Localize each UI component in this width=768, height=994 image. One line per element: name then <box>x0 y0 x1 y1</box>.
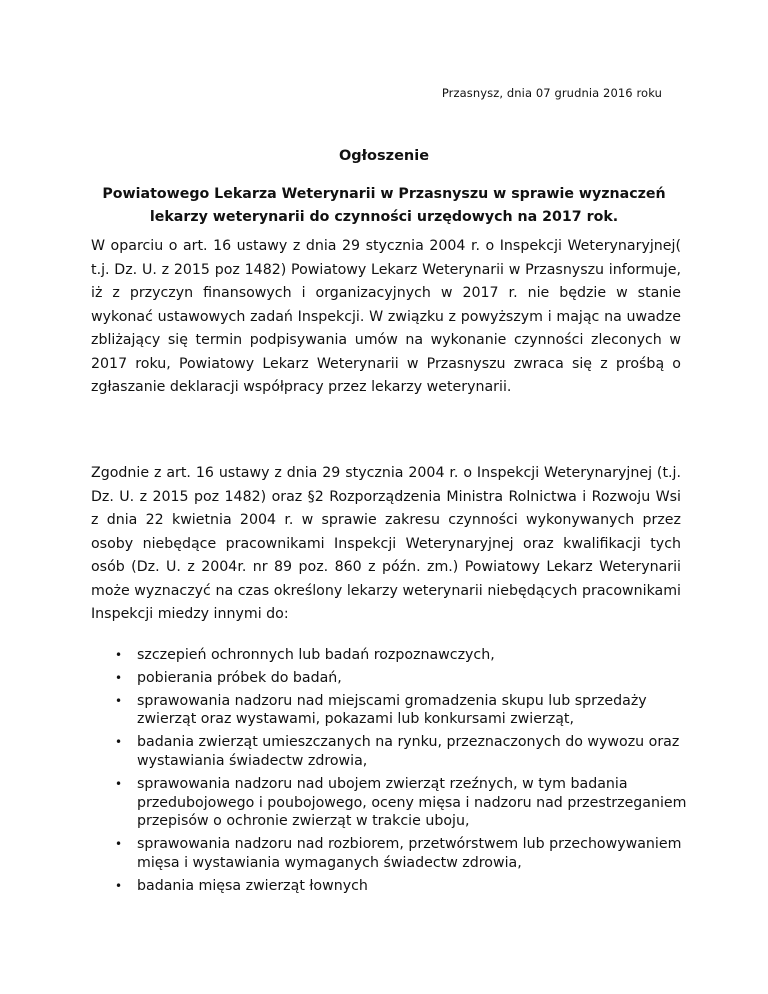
list-item <box>91 835 689 873</box>
paragraph-legal-basis: Zgodnie z art. 16 ustawy z dnia 29 stycznia 2004 r. o Inspekcji Weterynaryjnej (t.j. Dz. U. z 2015 poz 1482) oraz §2 Rozporządzenia Ministra Rolnictwa i Rozwoju Wsi z dnia 22 kwietnia 2004 r. w sprawie zakresu czynności wykonywanych przez osoby niebędące pracownikami Inspekcji Weterynaryjnej oraz kwalifikacji tych osób (Dz. U. z 2004r. nr 89 poz. 860 z późn. zm.) Powiatowy Lekarz Weterynarii może wyznaczyć na czas określony lekarzy weterynarii niebędących pracownikami Inspekcji miedzy innymi do: <box>91 465 681 622</box>
list-item-text: sprawowania nadzoru nad miejscami gromadzenia skupu lub sprzedaży zwierząt oraz wystawami, pokazami lub konkursami zwierząt, <box>137 692 647 728</box>
list-item-text: badania zwierząt umieszczanych na rynku, przeznaczonych do wywozu oraz wystawiania świadectw zdrowia, <box>137 734 680 769</box>
list-item <box>91 646 689 665</box>
date-line: Przasnysz, dnia 07 grudnia 2016 roku <box>441 86 662 100</box>
list-item <box>91 692 689 730</box>
list-item-text: badania mięsa zwierząt łownych <box>137 877 368 894</box>
bullet-icon: • <box>115 648 123 662</box>
list-item <box>91 877 689 896</box>
bullet-icon: • <box>115 837 123 852</box>
duties-list <box>91 646 689 900</box>
list-item <box>91 775 689 831</box>
list-item-text: sprawowania nadzoru nad rozbiorem, przetwórstwem lub przechowywaniem mięsa i wystawiania wymaganych świadectw zdrowia, <box>137 836 682 871</box>
document-title: Ogłoszenie <box>338 148 430 164</box>
bullet-icon: • <box>115 776 123 791</box>
list-item <box>91 733 689 771</box>
bullet-icon: • <box>115 878 123 893</box>
document-subtitle: Powiatowego Lekarza Weterynarii w Przasnyszu w sprawie wyznaczeń lekarzy weterynarii do czynności urzędowych na 2017 rok. <box>102 186 666 225</box>
list-item-text: szczepień ochronnych lub badań rozpoznawczych, <box>137 647 495 663</box>
paragraph-intro: W oparciu o art. 16 ustawy z dnia 29 stycznia 2004 r. o Inspekcji Weterynaryjnej( t.j. Dz. U. z 2015 poz 1482) Powiatowy Lekarz Weterynarii w Przasnyszu informuje, iż z przyczyn finansowych i organizacyjnych w 2017 r. nie będzie w stanie wykonać ustawowych zadań Inspekcji. W związku z powyższym i mając na uwadze zbliżający się termin podpisywania umów na wykonanie czynności zleconych w 2017 roku, Powiatowy Lekarz Weterynarii w Przasnyszu zwraca się z prośbą o zgłaszanie deklaracji współpracy przez lekarzy weterynarii. <box>91 238 681 395</box>
bullet-icon: • <box>115 670 123 685</box>
list-item-text: pobierania próbek do badań, <box>137 669 342 686</box>
bullet-icon: • <box>115 735 123 750</box>
list-item <box>91 669 689 688</box>
bullet-icon: • <box>115 693 123 708</box>
list-item-text: sprawowania nadzoru nad ubojem zwierząt rzeźnych, w tym badania przedubojowego i poubojowego, oceny mięsa i nadzoru nad przestrzeganiem przepisów o ochronie zwierząt w trakcie uboju, <box>137 775 687 830</box>
